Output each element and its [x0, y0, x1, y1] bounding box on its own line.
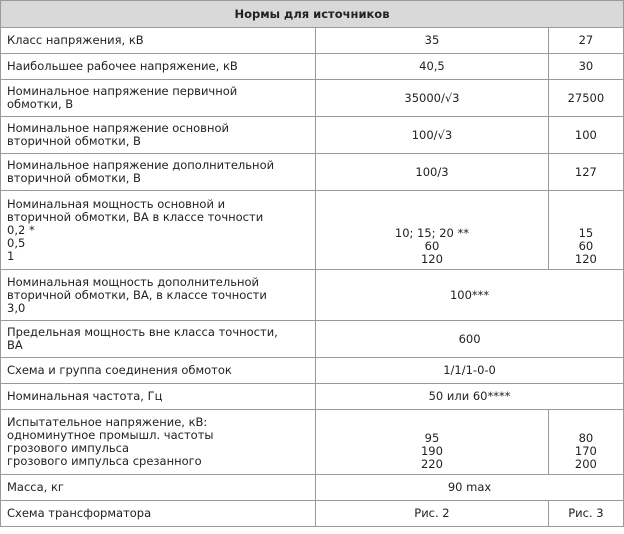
- table-row: [1, 384, 624, 410]
- value-merged: 50 или 60****: [316, 384, 624, 410]
- label-line: Испытательное напряжение, кВ:: [7, 415, 208, 429]
- table-header-row: [1, 1, 624, 28]
- label-line: 3,0: [7, 300, 26, 315]
- value-27kv: 100: [548, 117, 623, 154]
- table-header: Нормы для источников: [1, 1, 624, 28]
- label-line: 0,2 *: [7, 222, 35, 237]
- value-line: 95: [424, 431, 440, 445]
- value-merged: 1/1/1-0-0: [316, 358, 624, 384]
- table-row: [1, 501, 624, 527]
- row-label: Класс напряжения, кВ: [1, 28, 316, 54]
- value-27kv: [548, 410, 623, 475]
- value-27kv: 127: [548, 154, 623, 191]
- value-35kv: [316, 410, 549, 475]
- label-line: Предельная мощность вне класса точности,: [7, 325, 278, 339]
- label-line: Номинальная мощность основной и: [7, 196, 226, 211]
- label-line: Номинальная мощность дополнительной: [7, 274, 260, 289]
- table-row: [1, 117, 624, 154]
- label-line: вторичной обмотки, ВА в классе точности: [7, 209, 264, 224]
- label-line: Номинальное напряжение дополнительной: [7, 158, 275, 172]
- value-line: 170: [574, 444, 597, 458]
- value-line: 120: [574, 252, 597, 266]
- row-label: [1, 117, 316, 154]
- label-line: одноминутное промышл. частоты: [7, 428, 214, 442]
- label-line: Номинальное напряжение основной: [7, 121, 229, 135]
- label-line: ВА: [7, 338, 23, 352]
- table-row: [1, 358, 624, 384]
- label-line: обмотки, В: [7, 97, 74, 111]
- value-35kv: 100/3: [316, 154, 549, 191]
- value-line: 60: [578, 239, 594, 253]
- row-label: [1, 321, 316, 358]
- value-merged: 600: [316, 321, 624, 358]
- table-row: [1, 191, 624, 270]
- table-row: [1, 321, 624, 358]
- label-line: грозового импульса срезанного: [7, 454, 202, 468]
- row-label: [1, 410, 316, 475]
- table-row: [1, 410, 624, 475]
- value-27kv: [548, 191, 623, 270]
- label-line: вторичной обмотки, В: [7, 171, 141, 185]
- value-line: 60: [424, 239, 440, 253]
- row-label: Наибольшее рабочее напряжение, кВ: [1, 54, 316, 80]
- row-label: Номинальная частота, Гц: [1, 384, 316, 410]
- row-label: [1, 270, 316, 321]
- label-line: Номинальное напряжение первичной: [7, 84, 238, 98]
- row-label: Схема трансформатора: [1, 501, 316, 527]
- label-line: вторичной обмотки, В: [7, 134, 141, 148]
- value-line: 80: [578, 431, 594, 445]
- value-27kv: Рис. 3: [548, 501, 623, 527]
- value-35kv: [316, 191, 549, 270]
- table-row: [1, 54, 624, 80]
- label-line: вторичной обмотки, ВА, в классе точности: [7, 287, 267, 302]
- row-label: Масса, кг: [1, 475, 316, 501]
- value-line: 15: [578, 226, 594, 240]
- table-row: [1, 270, 624, 321]
- value-27kv: 27500: [548, 80, 623, 117]
- table-row: [1, 80, 624, 117]
- value-merged: 100***: [316, 270, 624, 321]
- label-line: 0,5: [7, 235, 26, 250]
- value-line: 200: [574, 457, 597, 471]
- row-label: [1, 80, 316, 117]
- value-line: 190: [420, 444, 443, 458]
- table-row: [1, 475, 624, 501]
- value-27kv: 27: [548, 28, 623, 54]
- value-27kv: 30: [548, 54, 623, 80]
- table-row: [1, 28, 624, 54]
- value-35kv: 100/√3: [316, 117, 549, 154]
- value-line: 220: [420, 457, 443, 471]
- value-35kv: 40,5: [316, 54, 549, 80]
- label-line: грозового импульса: [7, 441, 130, 455]
- value-35kv: 35000/√3: [316, 80, 549, 117]
- value-35kv: Рис. 2: [316, 501, 549, 527]
- label-line: 1: [7, 248, 15, 263]
- value-35kv: 35: [316, 28, 549, 54]
- table-row: [1, 154, 624, 191]
- row-label: [1, 191, 316, 270]
- row-label: Схема и группа соединения обмоток: [1, 358, 316, 384]
- value-line: 120: [420, 252, 443, 266]
- value-line: 10; 15; 20 **: [394, 226, 470, 240]
- value-merged: 90 max: [316, 475, 624, 501]
- row-label: [1, 154, 316, 191]
